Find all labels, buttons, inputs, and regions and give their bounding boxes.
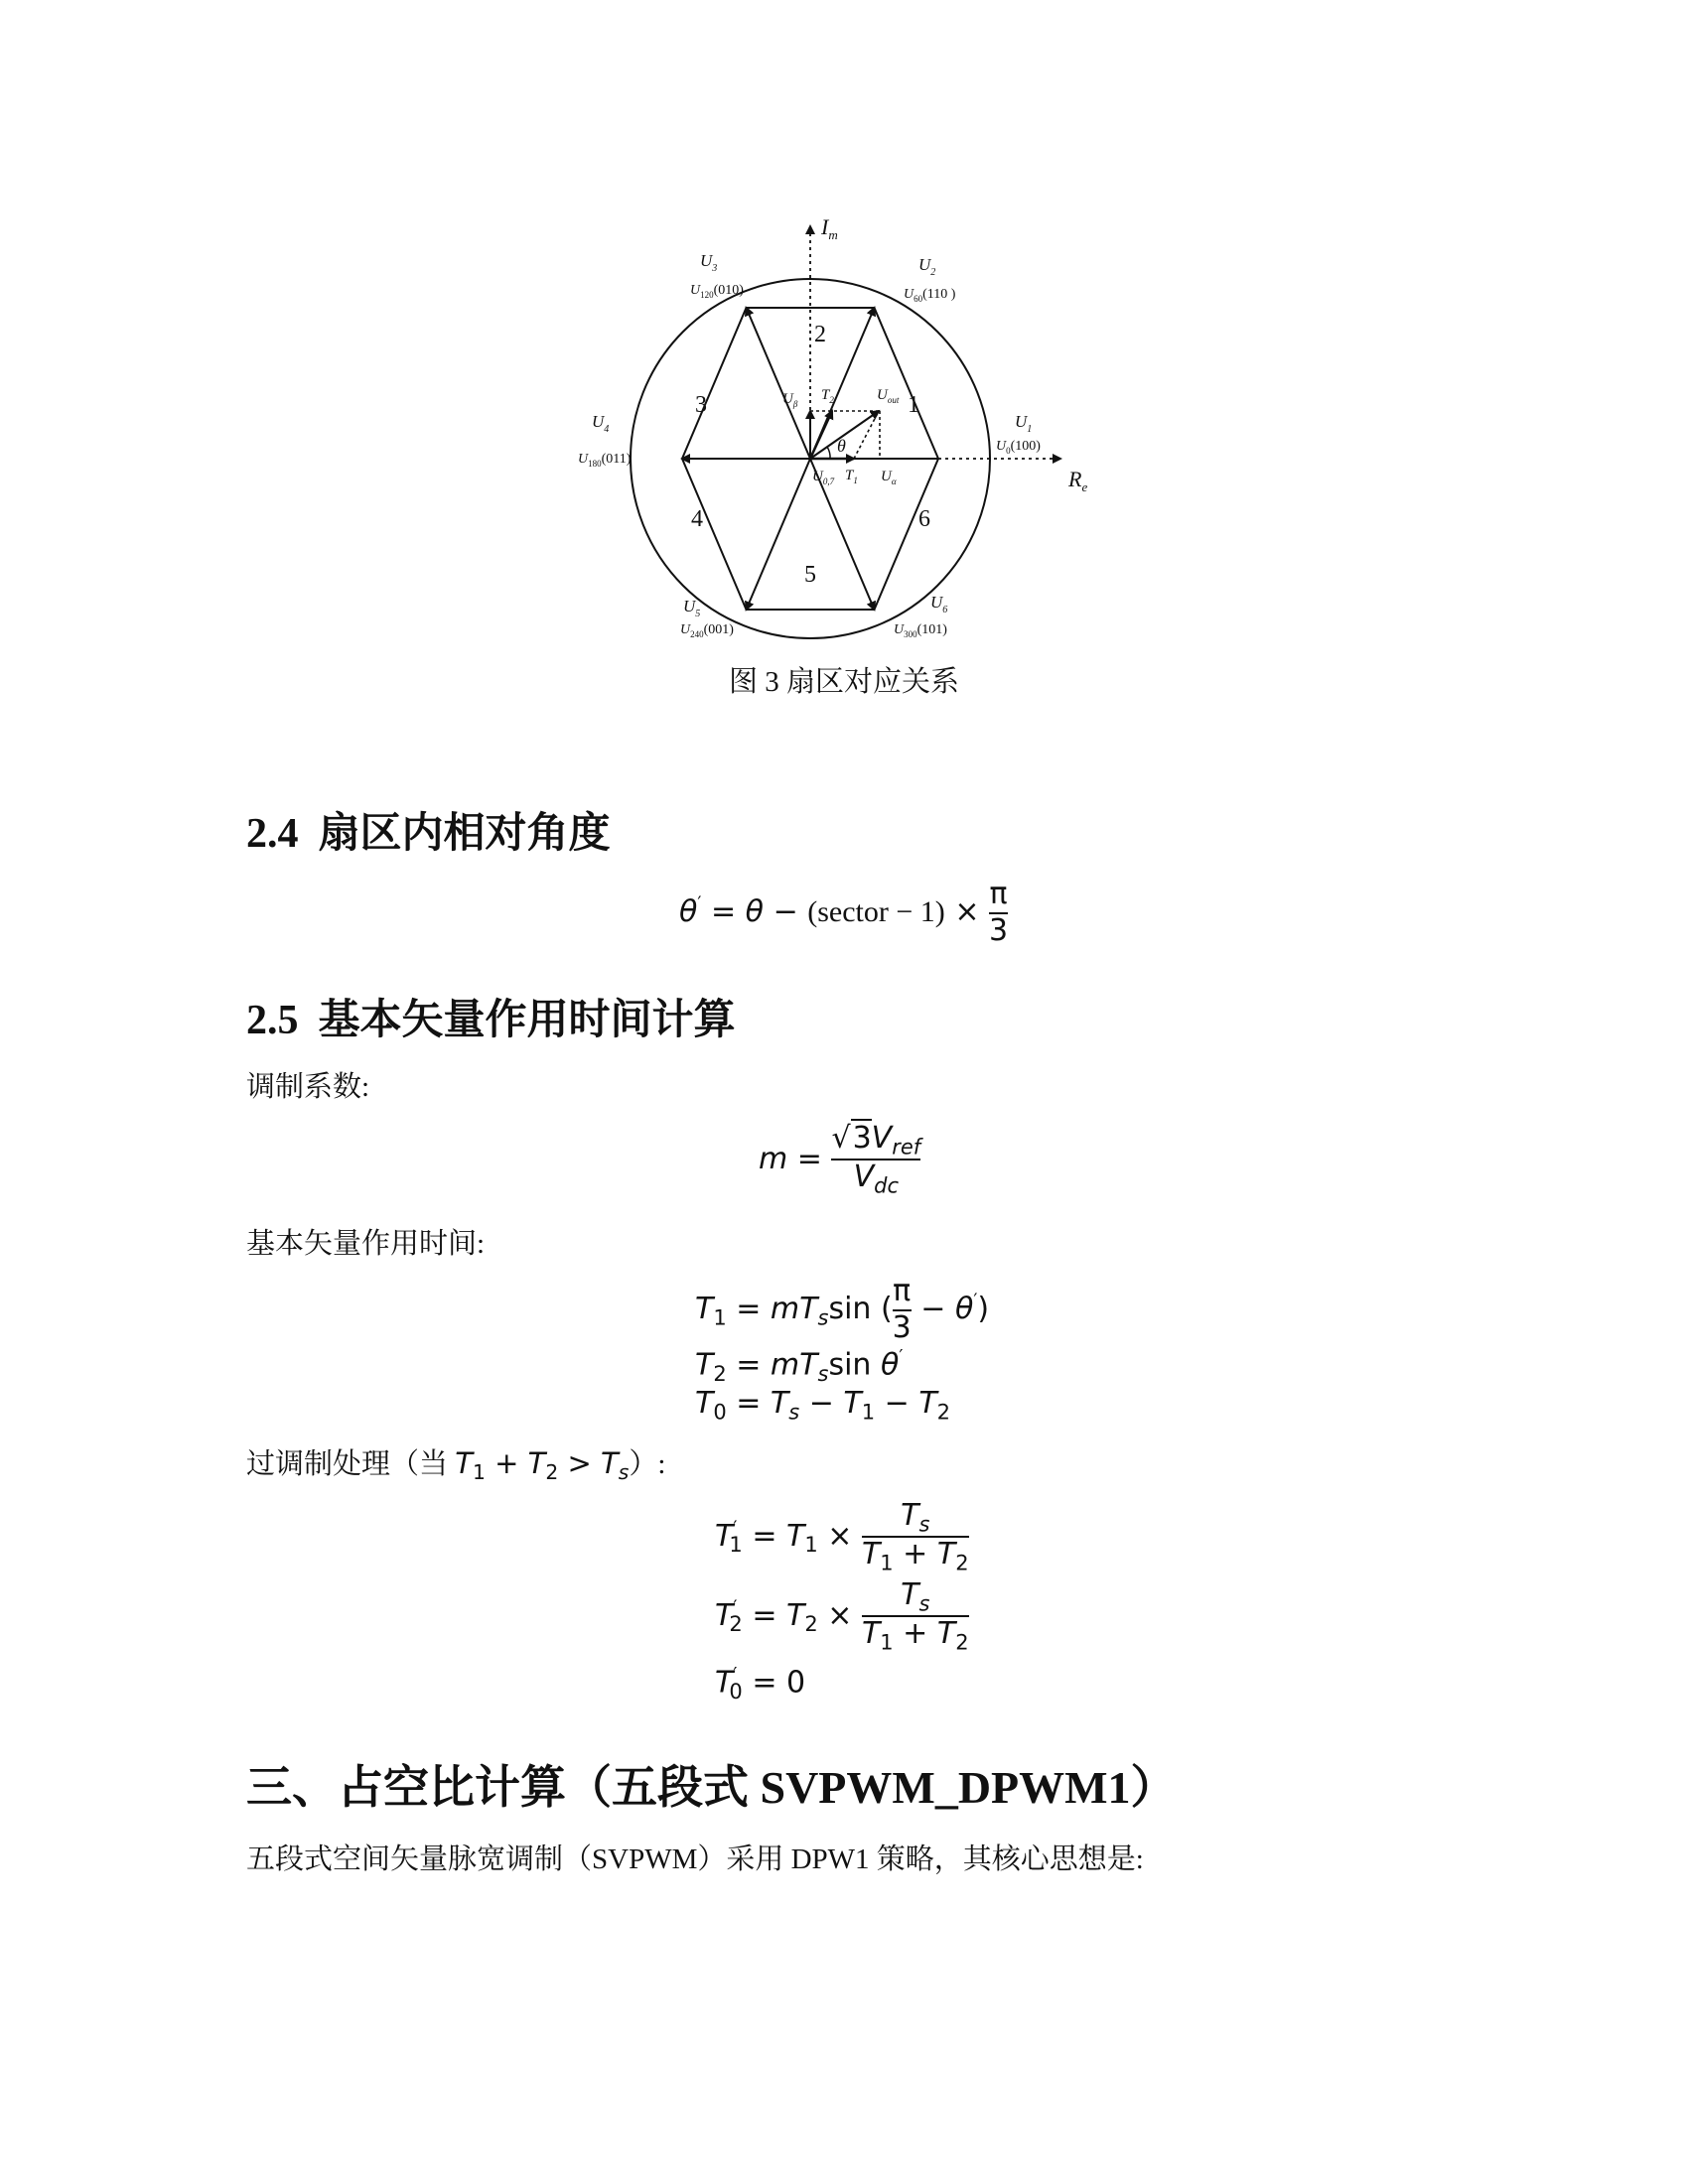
sector-3: 3 (695, 392, 707, 418)
u5-code: $U_{240}(001)$ (680, 622, 734, 639)
equation-t0: $T_0 = T_s - T_1 - T_2$ (695, 1386, 951, 1425)
u4-code: $U_{180}(011)$ (578, 452, 632, 469)
overmod-text-b: ）: (629, 1448, 666, 1480)
time-label: 基本矢量作用时间: (246, 1228, 486, 1260)
pi-over-3 (893, 1275, 912, 1345)
u3-code: $U_{120}(010)$ (690, 283, 744, 300)
figure-caption: 图 3 扇区对应关系 (728, 666, 959, 698)
sector-line-240 (747, 459, 811, 610)
heading-title: 扇区内相对角度 (318, 811, 611, 857)
numerator: π (989, 877, 1008, 911)
modulation-fraction (831, 1122, 920, 1198)
heading-title: 基本矢量作用时间计算 (318, 998, 736, 1043)
numerator: $√3V_{ref}$ (831, 1121, 921, 1160)
sector-6: 6 (918, 506, 930, 532)
u1-label: $U_1$ (1015, 412, 1033, 435)
equation-relative-angle: θ′ = θ − (sector − 1) × $\frac{\pi}{3}$ (679, 877, 1009, 948)
equation-t0-prime: $T'_0 = 0$ (715, 1664, 806, 1704)
denominator: 3 (892, 1309, 912, 1345)
axis-re-label: $R_e$ (1068, 467, 1088, 494)
heading-section-3: 三、占空比计算（五段式 SVPWM_DPWM1） (246, 1762, 1177, 1813)
u07-label: $U_{0,7}$ (812, 469, 835, 486)
sector-diagram (556, 199, 1112, 655)
t2-label: $T_2$ (821, 387, 834, 405)
sector-4: 4 (691, 506, 703, 532)
equation-t1: $T_1 = mT_s\sin$ ( $\frac{\pi}{3}$ − θ′) (695, 1274, 990, 1345)
heading-2-5 (246, 987, 736, 1046)
sector-5: 5 (804, 562, 816, 588)
heading-number: 2.4 (246, 811, 299, 857)
u2-label: $U_2$ (918, 255, 936, 278)
u5-label: $U_5$ (683, 597, 701, 619)
proj-t1 (854, 411, 879, 459)
heading-2-4 (246, 800, 611, 860)
u6-code: $U_{300}(101)$ (894, 622, 947, 639)
u-out-label: $U_{out}$ (877, 387, 900, 405)
sector-2: 2 (814, 322, 826, 347)
sector-text: (sector − 1) (807, 895, 945, 928)
heading-number: 2.5 (246, 998, 299, 1043)
denominator: 3 (989, 912, 1009, 948)
u-beta-label: $U_\beta$ (782, 391, 798, 409)
overmod-text-a: 过调制处理（当 (246, 1448, 449, 1480)
axis-im-label: $I_m$ (821, 214, 838, 242)
equation-modulation-index: m = $\frac{√3V_{ref}}{V_{dc}}$ (759, 1121, 921, 1198)
u3-label: $U_3$ (700, 251, 718, 274)
u6-label: $U_6$ (930, 593, 948, 615)
u-alpha-label: $U_\alpha$ (881, 469, 897, 486)
numerator: π (893, 1274, 912, 1308)
equation-t2: $T_2 = mT_s\sin$ θ′ (695, 1346, 904, 1386)
u2-code: $U_{60}(110$ ) (904, 287, 956, 304)
theta-label: θ (837, 436, 846, 456)
modulation-label: 调制系数: (246, 1071, 370, 1103)
denominator: $V_{dc}$ (831, 1159, 920, 1197)
equation-t1-prime: $T'_1 = T_1$ × $\frac{T_s}{T_1 + T_2}$ (715, 1498, 969, 1575)
section-3-body: 五段式空间矢量脉宽调制（SVPWM）采用 DPW1 策略，其核心思想是: (246, 1843, 1144, 1875)
t1-label: $T_1$ (845, 468, 858, 485)
ref-subscript: ref (892, 1135, 921, 1160)
theta-arc (827, 447, 830, 459)
sqrt-3: 3 (852, 1121, 872, 1156)
equation-t2-prime: $T'_2 = T_2$ × $\frac{T_s}{T_1 + T_2}$ (715, 1577, 969, 1655)
pi-over-3 (989, 878, 1008, 948)
sector-1: 1 (908, 392, 919, 418)
u4-label: $U_4$ (592, 412, 610, 435)
dc-subscript: dc (874, 1173, 900, 1198)
u1-code: $U_0(100)$ (996, 439, 1041, 456)
sector-line-120 (747, 308, 811, 459)
overmodulation-label: 过调制处理（当 $T_1 + T_2 > T_s$）: (246, 1446, 666, 1485)
